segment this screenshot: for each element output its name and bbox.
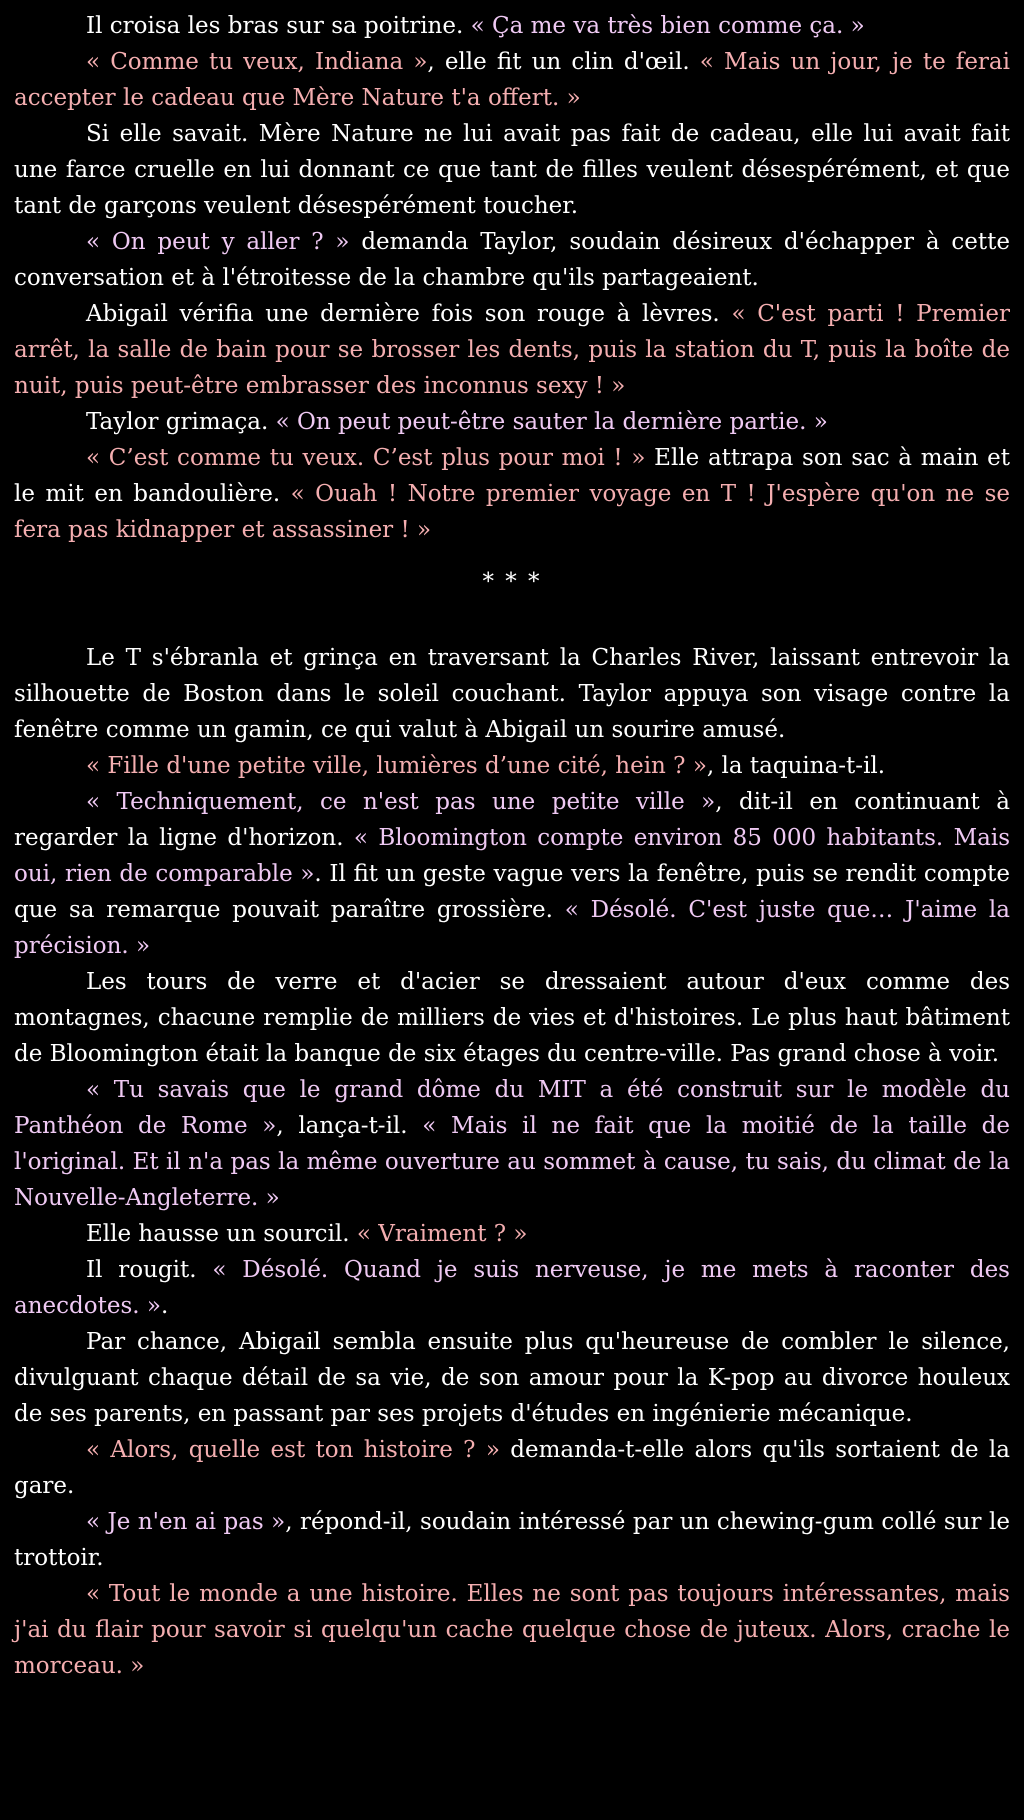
narration-text: , la taquina-t-il. <box>706 753 886 779</box>
abigail-dialogue: « Vraiment ? » <box>356 1221 528 1247</box>
abigail-dialogue: « C'est parti ! Premier arrêt, la salle de bain pour se brosser les dents, puis la station du T, puis la boîte de nuit, puis peut-être embrasser des inconnus sexy ! » <box>14 301 1010 399</box>
abigail-dialogue: « Fille d'une petite ville, lumières d’une cité, hein ? » <box>86 753 707 779</box>
taylor-dialogue: « Je n'en ai pas » <box>86 1509 286 1535</box>
abigail-dialogue: « Alors, quelle est ton histoire ? » <box>86 1437 500 1463</box>
narration-text: , lança-t-il. <box>276 1113 423 1139</box>
narration-text: Le T s'ébranla et grinça en traversant la Charles River, laissant entrevoir la silhouette de Boston dans le soleil couchant. Taylor appuya son visage contre la fenêtre comme un gamin, ce qui valut à Abigail un sourire amusé. <box>14 645 1010 743</box>
paragraph <box>14 296 1010 404</box>
narration-text: , répond-il, soudain intéressé par un chewing-gum collé sur le trottoir. <box>14 1509 1010 1571</box>
paragraph <box>14 1324 1010 1432</box>
abigail-dialogue: « Ouah ! Notre premier voyage en T ! J'espère qu'on ne se fera pas kidnapper et assassiner ! » <box>14 481 1010 543</box>
story-section-2 <box>14 640 1010 1684</box>
narration-text: Abigail vérifia une dernière fois son rouge à lèvres. <box>86 301 732 327</box>
taylor-dialogue: « Techniquement, ce n'est pas une petite ville » <box>86 789 716 815</box>
narration-text: . Il fit un geste vague vers la fenêtre, puis se rendit compte que sa remarque pouvait paraître grossière. <box>14 861 1010 923</box>
narration-text: , dit-il en continuant à regarder la ligne d'horizon. <box>14 789 1010 851</box>
abigail-dialogue: « Comme tu veux, Indiana » <box>86 49 428 75</box>
paragraph <box>14 964 1010 1072</box>
narration-text: Les tours de verre et d'acier se dressaient autour d'eux comme des montagnes, chacune remplie de milliers de vies et d'histoires. Le plus haut bâtiment de Bloomington était la banque de six étages du centre-ville. Pas grand chose à voir. <box>14 969 1010 1067</box>
paragraph <box>14 116 1010 224</box>
paragraph <box>14 1216 1010 1252</box>
taylor-dialogue: « Bloomington compte environ 85 000 habitants. Mais oui, rien de comparable » <box>14 825 1010 887</box>
paragraph <box>14 1252 1010 1324</box>
paragraph <box>14 748 1010 784</box>
narration-text: Il croisa les bras sur sa poitrine. <box>86 13 471 39</box>
paragraph <box>14 640 1010 748</box>
abigail-dialogue: « C’est comme tu veux. C’est plus pour moi ! » <box>86 445 646 471</box>
narration-text: Par chance, Abigail sembla ensuite plus qu'heureuse de combler le silence, divulguant chaque détail de sa vie, de son amour pour la K-pop au divorce houleux de ses parents, en passant par ses projets d'études en ingénierie mécanique. <box>14 1329 1010 1427</box>
abigail-dialogue: « Mais un jour, je te ferai accepter le cadeau que Mère Nature t'a offert. » <box>14 49 1010 111</box>
paragraph <box>14 44 1010 116</box>
narration-text: Elle hausse un sourcil. <box>86 1221 357 1247</box>
paragraph <box>14 1504 1010 1576</box>
narration-text: Taylor grimaça. <box>86 409 276 435</box>
narration-text: demanda Taylor, soudain désireux d'échapper à cette conversation et à l'étroitesse de la chambre qu'ils partageaient. <box>14 229 1010 291</box>
paragraph <box>14 1072 1010 1216</box>
paragraph <box>14 1432 1010 1504</box>
paragraph <box>14 224 1010 296</box>
paragraph <box>14 784 1010 964</box>
abigail-dialogue: « Tout le monde a une histoire. Elles ne sont pas toujours intéressantes, mais j'ai du flair pour savoir si quelqu'un cache quelque chose de juteux. Alors, crache le morceau. » <box>14 1581 1010 1679</box>
taylor-dialogue: « Désolé. Quand je suis nerveuse, je me mets à raconter des anecdotes. » <box>14 1257 1010 1319</box>
paragraph <box>14 1576 1010 1684</box>
taylor-dialogue: « Ça me va très bien comme ça. » <box>470 13 865 39</box>
taylor-dialogue: « Mais il ne fait que la moitié de la taille de l'original. Et il n'a pas la même ouverture au sommet à cause, tu sais, du climat de la Nouvelle-Angleterre. » <box>14 1113 1010 1211</box>
paragraph <box>14 440 1010 548</box>
scene-separator: * * * <box>482 569 542 595</box>
taylor-dialogue: « Désolé. C'est juste que… J'aime la précision. » <box>14 897 1010 959</box>
taylor-dialogue: « On peut y aller ? » <box>86 229 350 255</box>
narration-text: Il rougit. <box>86 1257 213 1283</box>
taylor-dialogue: « Tu savais que le grand dôme du MIT a été construit sur le modèle du Panthéon de Rome » <box>14 1077 1010 1139</box>
narration-text: demanda-t-elle alors qu'ils sortaient de la gare. <box>14 1437 1010 1499</box>
narration-text: . <box>160 1293 169 1319</box>
paragraph <box>14 404 1010 440</box>
story-section-1 <box>14 8 1010 548</box>
taylor-dialogue: « On peut peut-être sauter la dernière partie. » <box>275 409 828 435</box>
narration-text: Si elle savait. Mère Nature ne lui avait pas fait de cadeau, elle lui avait fait une farce cruelle en lui donnant ce que tant de filles veulent désespérément, et que tant de garçons veulent désespérément toucher. <box>14 121 1010 219</box>
narration-text: , elle fit un clin d'œil. <box>427 49 700 75</box>
narration-text: Elle attrapa son sac à main et le mit en bandoulière. <box>14 445 1010 507</box>
paragraph <box>14 8 1010 44</box>
